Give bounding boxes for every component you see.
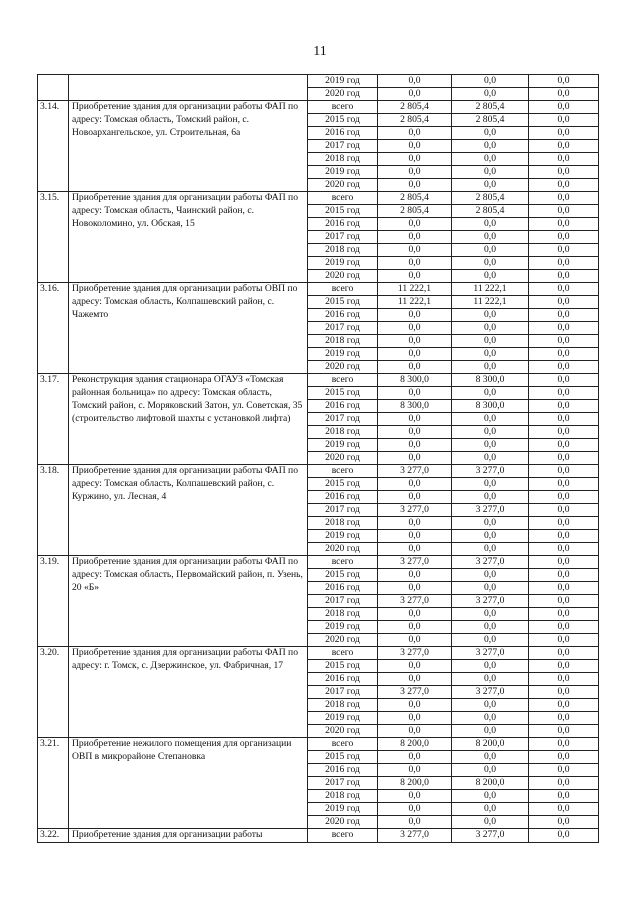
value-cell: 0,0 — [529, 439, 599, 452]
value-cell: 0,0 — [529, 803, 599, 816]
value-cell: 0,0 — [529, 426, 599, 439]
item-name: Приобретение здания для организации работы — [69, 829, 308, 843]
total-cell: 0,0 — [378, 803, 452, 816]
total-cell: 2 805,4 — [378, 192, 452, 205]
value-cell: 0,0 — [452, 218, 529, 231]
item-number: 3.22. — [38, 829, 69, 843]
table-row — [38, 101, 599, 114]
year-cell: 2016 год — [308, 673, 378, 686]
budget-table — [37, 74, 599, 843]
value-cell: 0,0 — [529, 205, 599, 218]
total-cell: 8 200,0 — [378, 777, 452, 790]
value-cell: 0,0 — [529, 257, 599, 270]
year-cell: 2015 год — [308, 296, 378, 309]
value-cell: 0,0 — [529, 621, 599, 634]
value-cell: 0,0 — [529, 543, 599, 556]
value-cell: 0,0 — [452, 790, 529, 803]
year-cell: 2015 год — [308, 569, 378, 582]
value-cell: 0,0 — [452, 439, 529, 452]
year-cell: 2018 год — [308, 790, 378, 803]
table-row — [38, 465, 599, 478]
value-cell: 0,0 — [529, 361, 599, 374]
year-cell: 2015 год — [308, 660, 378, 673]
value-cell: 0,0 — [529, 166, 599, 179]
year-cell: 2017 год — [308, 322, 378, 335]
value-cell: 8 300,0 — [452, 400, 529, 413]
year-cell: 2018 год — [308, 517, 378, 530]
year-cell: 2017 год — [308, 231, 378, 244]
year-cell: всего — [308, 738, 378, 751]
value-cell: 0,0 — [529, 647, 599, 660]
value-cell: 0,0 — [452, 231, 529, 244]
year-cell: 2020 год — [308, 725, 378, 738]
value-cell: 0,0 — [452, 127, 529, 140]
year-cell: 2015 год — [308, 205, 378, 218]
total-cell: 0,0 — [378, 231, 452, 244]
value-cell: 0,0 — [452, 322, 529, 335]
value-cell: 0,0 — [452, 543, 529, 556]
total-cell: 0,0 — [378, 530, 452, 543]
total-cell: 0,0 — [378, 543, 452, 556]
budget-table-body — [38, 75, 599, 843]
year-cell: 2019 год — [308, 257, 378, 270]
total-cell: 0,0 — [378, 322, 452, 335]
year-cell: 2020 год — [308, 452, 378, 465]
value-cell: 0,0 — [529, 244, 599, 257]
year-cell: 2019 год — [308, 530, 378, 543]
value-cell: 0,0 — [529, 816, 599, 829]
total-cell: 0,0 — [378, 478, 452, 491]
year-cell: 2018 год — [308, 426, 378, 439]
value-cell: 0,0 — [529, 296, 599, 309]
table-row — [38, 556, 599, 569]
value-cell: 0,0 — [452, 582, 529, 595]
value-cell: 0,0 — [529, 322, 599, 335]
value-cell: 0,0 — [452, 413, 529, 426]
value-cell: 0,0 — [452, 140, 529, 153]
year-cell: 2018 год — [308, 699, 378, 712]
value-cell: 0,0 — [452, 569, 529, 582]
value-cell: 0,0 — [529, 309, 599, 322]
value-cell: 0,0 — [452, 244, 529, 257]
value-cell: 0,0 — [529, 686, 599, 699]
total-cell: 11 222,1 — [378, 296, 452, 309]
value-cell: 0,0 — [529, 712, 599, 725]
year-cell: 2019 год — [308, 166, 378, 179]
value-cell: 0,0 — [529, 517, 599, 530]
total-cell: 0,0 — [378, 452, 452, 465]
value-cell: 0,0 — [452, 751, 529, 764]
year-cell: 2017 год — [308, 504, 378, 517]
year-cell: 2018 год — [308, 244, 378, 257]
value-cell: 0,0 — [529, 140, 599, 153]
value-cell: 0,0 — [452, 309, 529, 322]
value-cell: 0,0 — [529, 88, 599, 101]
total-cell: 8 200,0 — [378, 738, 452, 751]
item-name: Приобретение здания для организации работы ФАП по адресу: г. Томск, с. Дзержинское, ул. Фабричная, 17 — [69, 647, 308, 738]
value-cell: 0,0 — [452, 153, 529, 166]
item-number: 3.15. — [38, 192, 69, 283]
value-cell: 0,0 — [452, 517, 529, 530]
total-cell: 0,0 — [378, 75, 452, 88]
year-cell: всего — [308, 101, 378, 114]
total-cell: 3 277,0 — [378, 465, 452, 478]
value-cell: 0,0 — [529, 634, 599, 647]
value-cell: 0,0 — [529, 478, 599, 491]
year-cell: 2020 год — [308, 88, 378, 101]
value-cell: 0,0 — [529, 595, 599, 608]
total-cell: 0,0 — [378, 790, 452, 803]
value-cell: 0,0 — [529, 530, 599, 543]
value-cell: 0,0 — [452, 75, 529, 88]
total-cell: 0,0 — [378, 699, 452, 712]
value-cell: 0,0 — [529, 75, 599, 88]
total-cell: 8 300,0 — [378, 374, 452, 387]
value-cell: 0,0 — [452, 764, 529, 777]
year-cell: 2015 год — [308, 114, 378, 127]
value-cell: 3 277,0 — [452, 556, 529, 569]
value-cell: 3 277,0 — [452, 829, 529, 843]
value-cell: 0,0 — [529, 491, 599, 504]
total-cell: 0,0 — [378, 270, 452, 283]
total-cell: 0,0 — [378, 348, 452, 361]
item-name-cell — [69, 75, 308, 101]
total-cell: 0,0 — [378, 816, 452, 829]
value-cell: 0,0 — [452, 426, 529, 439]
total-cell: 0,0 — [378, 608, 452, 621]
item-number: 3.14. — [38, 101, 69, 192]
item-number: 3.18. — [38, 465, 69, 556]
item-number: 3.19. — [38, 556, 69, 647]
value-cell: 2 805,4 — [452, 192, 529, 205]
total-cell: 0,0 — [378, 335, 452, 348]
value-cell: 0,0 — [529, 374, 599, 387]
item-name: Приобретение здания для организации работы ОВП по адресу: Томская область, Колпашевский район, с. Чажемто — [69, 283, 308, 374]
total-cell: 11 222,1 — [378, 283, 452, 296]
total-cell: 0,0 — [378, 361, 452, 374]
year-cell: 2017 год — [308, 413, 378, 426]
table-row — [38, 374, 599, 387]
total-cell: 8 300,0 — [378, 400, 452, 413]
value-cell: 0,0 — [529, 504, 599, 517]
total-cell: 0,0 — [378, 725, 452, 738]
year-cell: 2016 год — [308, 218, 378, 231]
total-cell: 2 805,4 — [378, 114, 452, 127]
total-cell: 0,0 — [378, 621, 452, 634]
item-number: 3.17. — [38, 374, 69, 465]
value-cell: 3 277,0 — [452, 686, 529, 699]
value-cell: 0,0 — [529, 790, 599, 803]
value-cell: 11 222,1 — [452, 296, 529, 309]
total-cell: 0,0 — [378, 387, 452, 400]
item-number: 3.21. — [38, 738, 69, 829]
value-cell: 0,0 — [452, 348, 529, 361]
value-cell: 0,0 — [529, 413, 599, 426]
total-cell: 3 277,0 — [378, 504, 452, 517]
item-number: 3.16. — [38, 283, 69, 374]
year-cell: 2016 год — [308, 764, 378, 777]
value-cell: 0,0 — [529, 751, 599, 764]
table-row — [38, 75, 599, 88]
value-cell: 0,0 — [452, 621, 529, 634]
value-cell: 0,0 — [529, 218, 599, 231]
year-cell: 2019 год — [308, 439, 378, 452]
value-cell: 0,0 — [529, 465, 599, 478]
value-cell: 0,0 — [529, 452, 599, 465]
item-number: 3.20. — [38, 647, 69, 738]
total-cell: 0,0 — [378, 517, 452, 530]
value-cell: 0,0 — [452, 608, 529, 621]
item-name: Приобретение здания для организации работы ФАП по адресу: Томская область, Первомайский район, п. Узень, 20 «Б» — [69, 556, 308, 647]
total-cell: 0,0 — [378, 140, 452, 153]
total-cell: 0,0 — [378, 582, 452, 595]
total-cell: 0,0 — [378, 764, 452, 777]
year-cell: 2016 год — [308, 127, 378, 140]
total-cell: 0,0 — [378, 751, 452, 764]
year-cell: 2020 год — [308, 179, 378, 192]
value-cell: 0,0 — [529, 582, 599, 595]
total-cell: 0,0 — [378, 673, 452, 686]
value-cell: 0,0 — [452, 816, 529, 829]
total-cell: 0,0 — [378, 491, 452, 504]
value-cell: 0,0 — [452, 699, 529, 712]
year-cell: 2017 год — [308, 777, 378, 790]
year-cell: 2016 год — [308, 400, 378, 413]
total-cell: 0,0 — [378, 712, 452, 725]
total-cell: 0,0 — [378, 413, 452, 426]
year-cell: 2016 год — [308, 491, 378, 504]
total-cell: 0,0 — [378, 127, 452, 140]
year-cell: 2017 год — [308, 686, 378, 699]
table-row — [38, 829, 599, 843]
table-row — [38, 647, 599, 660]
value-cell: 0,0 — [452, 270, 529, 283]
value-cell: 0,0 — [529, 777, 599, 790]
year-cell: всего — [308, 647, 378, 660]
value-cell: 0,0 — [452, 725, 529, 738]
value-cell: 11 222,1 — [452, 283, 529, 296]
total-cell: 3 277,0 — [378, 556, 452, 569]
value-cell: 0,0 — [452, 660, 529, 673]
item-name: Реконструкция здания стационара ОГАУЗ «Томская районная больница» по адресу: Томская область, Томский район, с. Моряковский Затон, ул. Советская, 35 (строительство лифтовой шахты с установкой лифта) — [69, 374, 308, 465]
year-cell: 2015 год — [308, 387, 378, 400]
value-cell: 0,0 — [529, 764, 599, 777]
value-cell: 0,0 — [529, 153, 599, 166]
value-cell: 0,0 — [452, 803, 529, 816]
value-cell: 0,0 — [529, 387, 599, 400]
year-cell: всего — [308, 829, 378, 843]
total-cell: 0,0 — [378, 634, 452, 647]
year-cell: 2017 год — [308, 140, 378, 153]
year-cell: 2020 год — [308, 634, 378, 647]
value-cell: 0,0 — [452, 530, 529, 543]
table-row — [38, 738, 599, 751]
year-cell: всего — [308, 283, 378, 296]
value-cell: 8 300,0 — [452, 374, 529, 387]
value-cell: 3 277,0 — [452, 504, 529, 517]
item-name: Приобретение здания для организации работы ФАП по адресу: Томская область, Колпашевский район, с. Куржино, ул. Лесная, 4 — [69, 465, 308, 556]
value-cell: 0,0 — [529, 348, 599, 361]
value-cell: 0,0 — [452, 335, 529, 348]
year-cell: 2019 год — [308, 75, 378, 88]
table-row — [38, 192, 599, 205]
total-cell: 0,0 — [378, 426, 452, 439]
value-cell: 3 277,0 — [452, 465, 529, 478]
page-number: 11 — [313, 44, 327, 59]
item-name: Приобретение здания для организации работы ФАП по адресу: Томская область, Чаинский район, с. Новоколомино, ул. Обская, 15 — [69, 192, 308, 283]
value-cell: 0,0 — [529, 608, 599, 621]
total-cell: 0,0 — [378, 153, 452, 166]
value-cell: 0,0 — [529, 660, 599, 673]
item-name: Приобретение здания для организации работы ФАП по адресу: Томская область, Томский район, с. Новоархангельское, ул. Строительная, 6а — [69, 101, 308, 192]
value-cell: 0,0 — [452, 166, 529, 179]
value-cell: 0,0 — [529, 556, 599, 569]
value-cell: 0,0 — [529, 569, 599, 582]
year-cell: 2018 год — [308, 608, 378, 621]
value-cell: 0,0 — [529, 283, 599, 296]
value-cell: 0,0 — [529, 699, 599, 712]
value-cell: 8 200,0 — [452, 738, 529, 751]
total-cell: 0,0 — [378, 309, 452, 322]
year-cell: 2017 год — [308, 595, 378, 608]
value-cell: 0,0 — [529, 738, 599, 751]
total-cell: 0,0 — [378, 179, 452, 192]
year-cell: 2019 год — [308, 712, 378, 725]
total-cell: 0,0 — [378, 439, 452, 452]
value-cell: 2 805,4 — [452, 101, 529, 114]
value-cell: 0,0 — [529, 192, 599, 205]
total-cell: 0,0 — [378, 88, 452, 101]
year-cell: 2019 год — [308, 348, 378, 361]
value-cell: 0,0 — [452, 673, 529, 686]
value-cell: 0,0 — [452, 634, 529, 647]
value-cell: 0,0 — [452, 478, 529, 491]
total-cell: 0,0 — [378, 660, 452, 673]
year-cell: 2020 год — [308, 361, 378, 374]
value-cell: 0,0 — [452, 88, 529, 101]
total-cell: 0,0 — [378, 569, 452, 582]
value-cell: 0,0 — [452, 361, 529, 374]
value-cell: 0,0 — [529, 179, 599, 192]
item-number-cell — [38, 75, 69, 101]
year-cell: 2015 год — [308, 478, 378, 491]
year-cell: всего — [308, 465, 378, 478]
year-cell: 2016 год — [308, 582, 378, 595]
value-cell: 0,0 — [452, 387, 529, 400]
year-cell: 2019 год — [308, 621, 378, 634]
value-cell: 0,0 — [529, 127, 599, 140]
total-cell: 0,0 — [378, 244, 452, 257]
value-cell: 0,0 — [529, 400, 599, 413]
total-cell: 3 277,0 — [378, 686, 452, 699]
total-cell: 3 277,0 — [378, 595, 452, 608]
value-cell: 0,0 — [529, 335, 599, 348]
year-cell: 2015 год — [308, 751, 378, 764]
value-cell: 2 805,4 — [452, 114, 529, 127]
value-cell: 0,0 — [452, 712, 529, 725]
value-cell: 0,0 — [452, 257, 529, 270]
value-cell: 8 200,0 — [452, 777, 529, 790]
year-cell: всего — [308, 192, 378, 205]
value-cell: 0,0 — [452, 179, 529, 192]
year-cell: 2016 год — [308, 309, 378, 322]
value-cell: 3 277,0 — [452, 595, 529, 608]
value-cell: 0,0 — [529, 114, 599, 127]
year-cell: 2018 год — [308, 335, 378, 348]
total-cell: 3 277,0 — [378, 829, 452, 843]
year-cell: 2019 год — [308, 803, 378, 816]
year-cell: всего — [308, 374, 378, 387]
total-cell: 3 277,0 — [378, 647, 452, 660]
year-cell: всего — [308, 556, 378, 569]
year-cell: 2020 год — [308, 816, 378, 829]
total-cell: 0,0 — [378, 218, 452, 231]
year-cell: 2020 год — [308, 543, 378, 556]
total-cell: 2 805,4 — [378, 205, 452, 218]
value-cell: 0,0 — [529, 673, 599, 686]
value-cell: 0,0 — [529, 270, 599, 283]
year-cell: 2020 год — [308, 270, 378, 283]
value-cell: 0,0 — [529, 725, 599, 738]
year-cell: 2018 год — [308, 153, 378, 166]
item-name: Приобретение нежилого помещения для организации ОВП в микрорайоне Степановка — [69, 738, 308, 829]
value-cell: 0,0 — [529, 231, 599, 244]
value-cell: 0,0 — [529, 829, 599, 843]
total-cell: 2 805,4 — [378, 101, 452, 114]
table-row — [38, 283, 599, 296]
value-cell: 0,0 — [452, 452, 529, 465]
total-cell: 0,0 — [378, 166, 452, 179]
total-cell: 0,0 — [378, 257, 452, 270]
value-cell: 0,0 — [452, 491, 529, 504]
value-cell: 3 277,0 — [452, 647, 529, 660]
value-cell: 2 805,4 — [452, 205, 529, 218]
value-cell: 0,0 — [529, 101, 599, 114]
